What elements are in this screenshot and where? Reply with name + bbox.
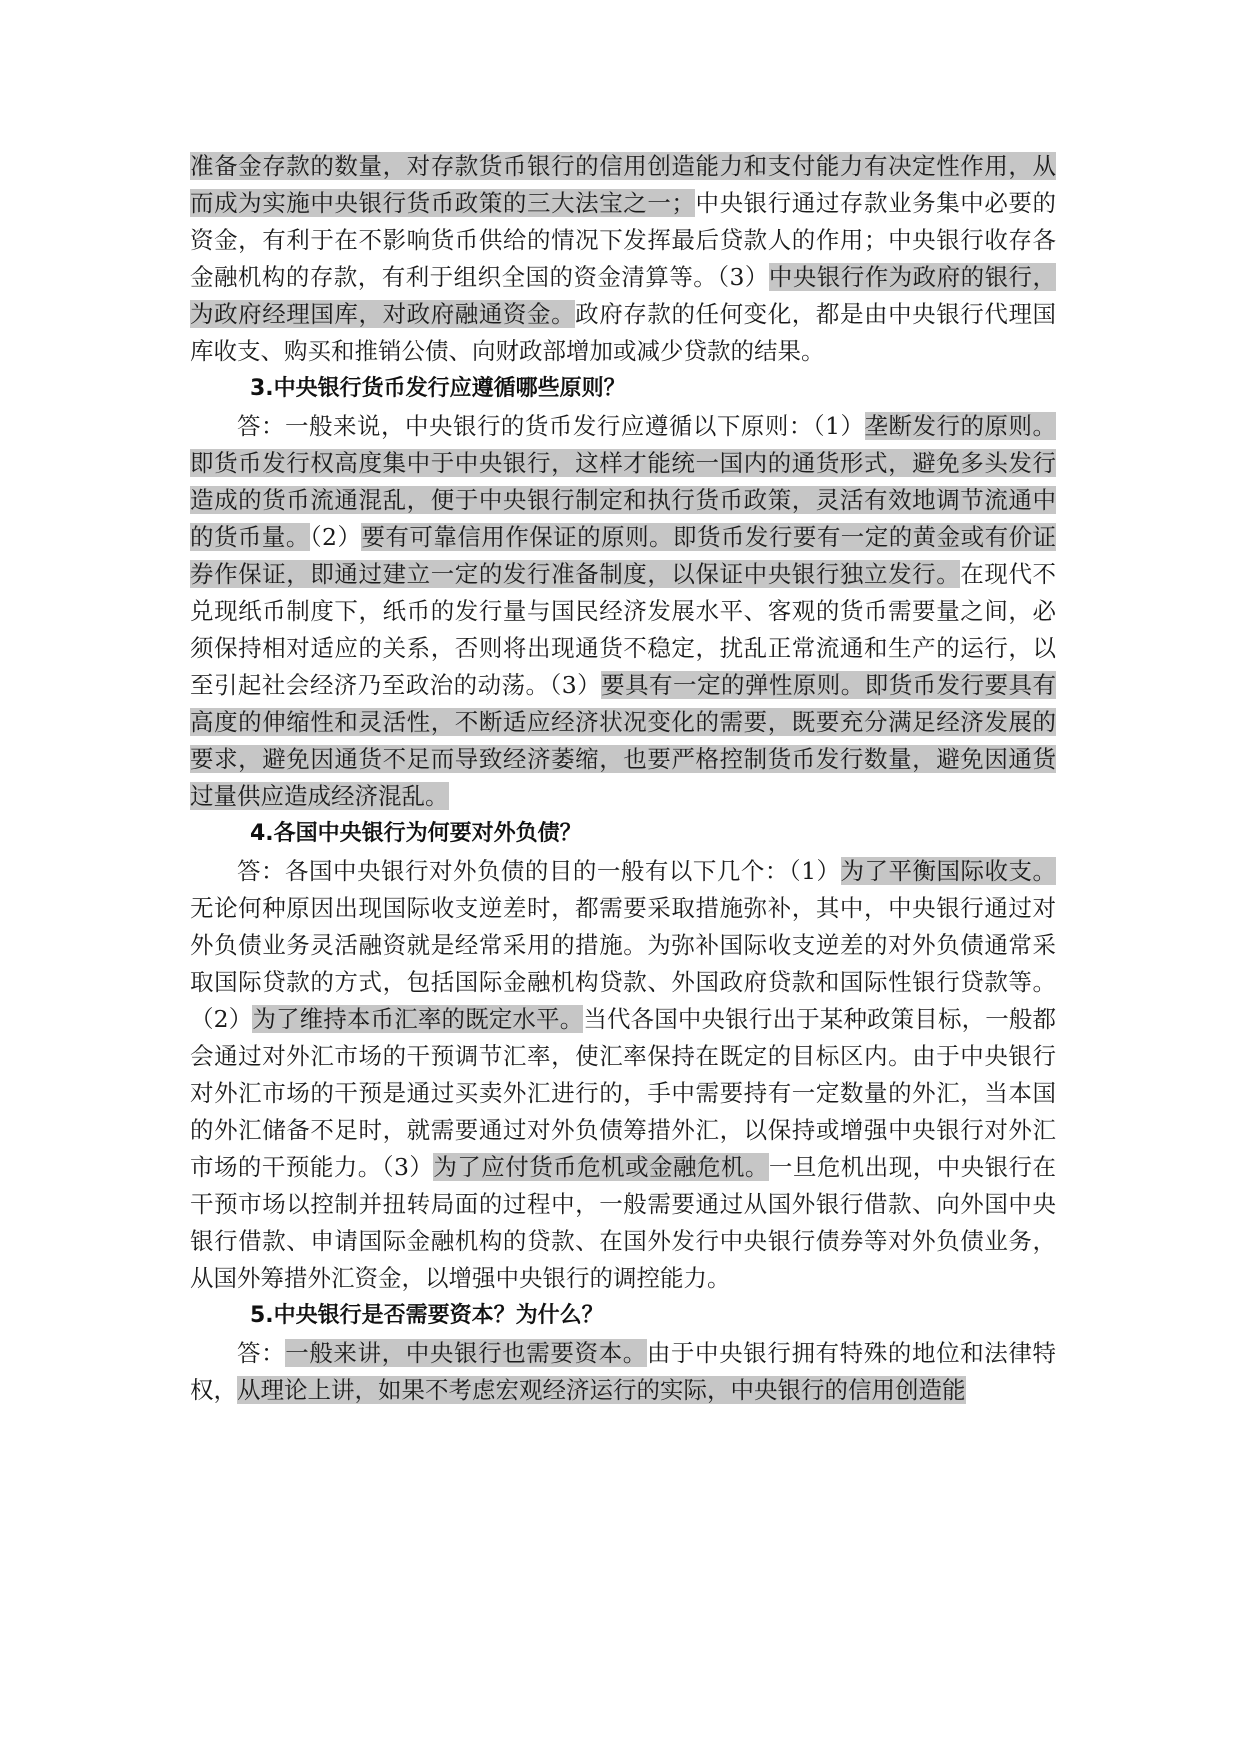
question-heading: 3.中央银行货币发行应遵循哪些原则？ (250, 376, 626, 401)
highlighted-text: 准备金存款的数量，对存款货币银行的信用创造能力和支付能力有决定性作用，从而成为实施中央银行货币政策的三大法宝之一； (190, 152, 1056, 217)
answer-paragraph (190, 853, 1056, 1297)
highlighted-text: 中央银行作为政府的银行，为政府经理国库，对政府融通资金。 (190, 263, 1057, 328)
body-text: 答：各国中央银行对外负债的目的一般有以下几个：（1） (237, 857, 841, 885)
highlighted-text: 垄断发行的原则。即货币发行权高度集中于中央银行，这样才能统一国内的通货形式，避免多头发行造成的货币流通混乱，便于中央银行制定和执行货币政策，灵活有效地调节流通中的货币量。 (190, 412, 1057, 551)
body-paragraph (190, 148, 1056, 370)
body-text: 政府存款的任何变化，都是由中央银行代理国库收支、购买和推销公债、向财政部增加或减少贷款的结果。 (190, 300, 1057, 365)
highlighted-text: 要有可靠信用作保证的原则。即货币发行要有一定的黄金或有价证券作保证，即通过建立一定的发行准备制度，以保证中央银行独立发行。 (190, 523, 1057, 588)
question-heading: 5.中央银行是否需要资本？为什么？ (250, 1303, 604, 1328)
highlighted-text: 为了平衡国际收支。 (840, 857, 1056, 885)
document-page (190, 148, 1056, 1409)
body-text: 无论何种原因出现国际收支逆差时，都需要采取措施弥补，其中，中央银行通过对外负债业务灵活融资就是经常采用的措施。为弥补国际收支逆差的对外负债通常采取国际贷款的方式，包括国际金融机构贷款、外国政府贷款和国际性银行贷款等。（2） (190, 894, 1056, 1033)
body-text: 中央银行通过存款业务集中必要的资金，有利于在不影响货币供给的情况下发挥最后贷款人的作用；中央银行收存各金融机构的存款，有利于组织全国的资金清算等。（3） (190, 189, 1057, 291)
answer-paragraph (190, 1335, 1056, 1409)
answer-paragraph (190, 408, 1056, 815)
highlighted-text: 一般来讲，中央银行也需要资本。 (285, 1339, 647, 1367)
body-text: 答：一般来说，中央银行的货币发行应遵循以下原则：（1） (237, 412, 865, 440)
highlighted-text: 为了维持本币汇率的既定水平。 (252, 1005, 584, 1033)
body-text: 由于中央银行拥有特殊的地位和法律特权， (190, 1339, 1057, 1404)
body-text: 答： (237, 1339, 286, 1367)
body-text: （2） (309, 523, 362, 551)
question-heading: 4.各国中央银行为何要对外负债？ (250, 821, 582, 846)
body-text: 在现代不兑现纸币制度下，纸币的发行量与国民经济发展水平、客观的货币需要量之间，必须保持相对适应的关系，否则将出现通货不稳定，扰乱正常流通和生产的运行，以至引起社会经济乃至政治的动荡。（3） (190, 560, 1057, 699)
body-text: 一旦危机出现，中央银行在干预市场以控制并扭转局面的过程中，一般需要通过从国外银行借款、向外国中央银行借款、申请国际金融机构的贷款、在国外发行中央银行债券等对外负债业务，从国外筹措外汇资金，以增强中央银行的调控能力。 (190, 1153, 1057, 1292)
highlighted-text: 要具有一定的弹性原则。即货币发行要具有高度的伸缩性和灵活性，不断适应经济状况变化的需要，既要充分满足经济发展的要求，避免因通货不足而导致经济萎缩，也要严格控制货币发行数量，避免因通货过量供应造成经济混乱。 (190, 671, 1057, 810)
highlighted-text: 从理论上讲，如果不考虑宏观经济运行的实际，中央银行的信用创造能 (237, 1376, 966, 1404)
body-text: 当代各国中央银行出于某种政策目标，一般都会通过对外汇市场的干预调节汇率，使汇率保持在既定的目标区内。由于中央银行对外汇市场的干预是通过买卖外汇进行的，手中需要持有一定数量的外汇，当本国的外汇储备不足时，就需要通过对外负债筹措外汇，以保持或增强中央银行对外汇市场的干预能力。（3） (190, 1005, 1057, 1181)
highlighted-text: 为了应付货币危机或金融危机。 (433, 1153, 769, 1181)
